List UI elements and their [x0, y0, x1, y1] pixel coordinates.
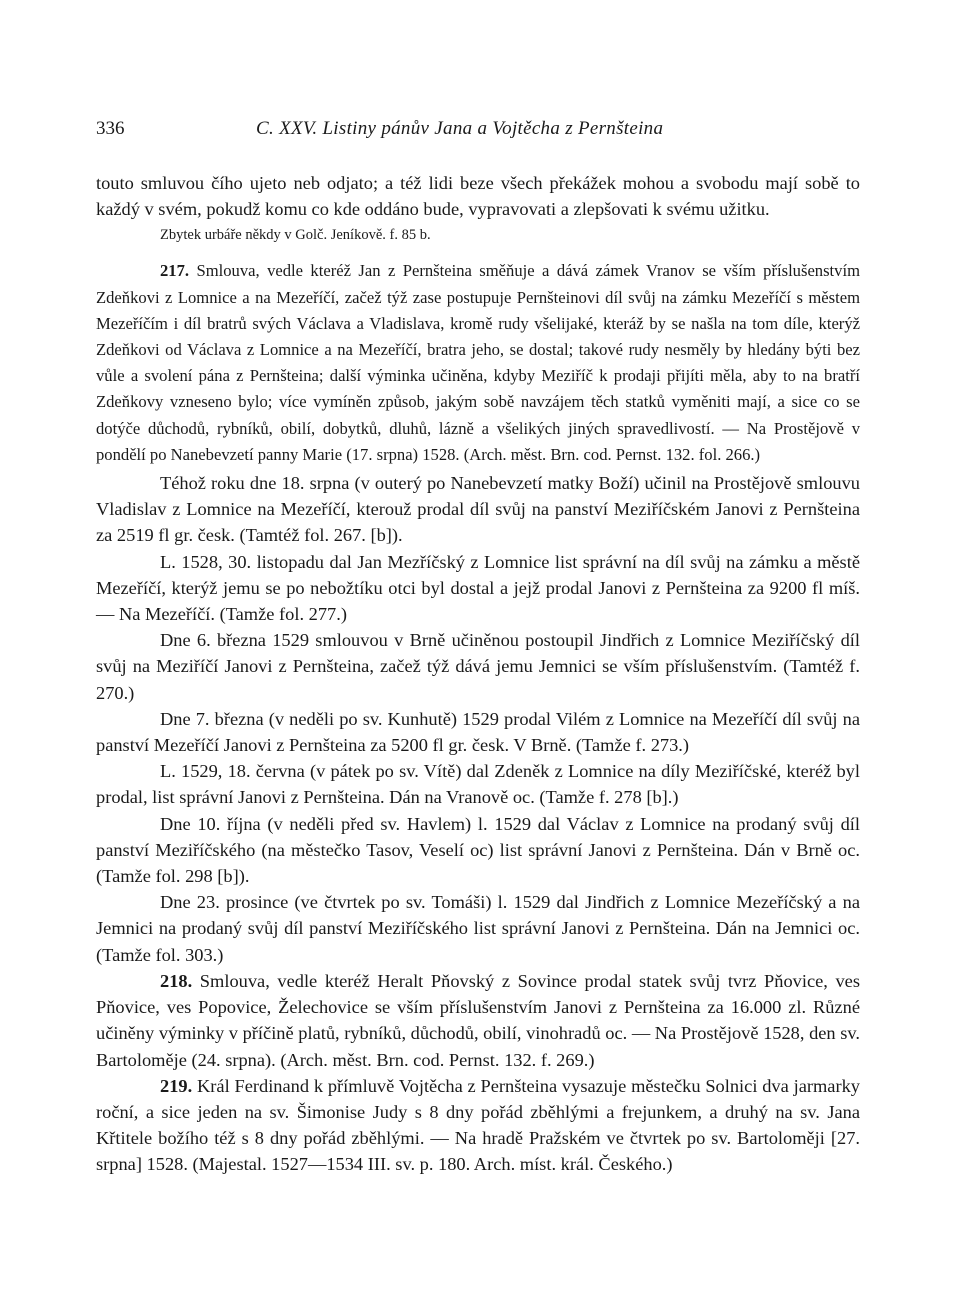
entry-219 — [96, 1073, 860, 1178]
entry-note: Dne 23. prosince (ve čtvrtek po sv. Tomáši) l. 1529 dal Jindřich z Lomnice Mezeříčský a na Jemnici na prodaný svůj díl panství Meziříčského list správní Janovi z Pernšteina. Dán na Jemnici oc. (Tamže fol. 303.) — [96, 892, 860, 965]
entry-note: L. 1529, 18. června (v pátek po sv. Vítě) dal Zdeněk z Lomnice na díly Meziříčské, kteréž byl prodal, list správní Janovi z Pernšteina. Dán na Vranově oc. (Tamže f. 278 [b].) — [96, 761, 860, 808]
entry-number: 218. — [160, 970, 193, 991]
entry-text: Smlouva, vedle kteréž Jan z Pernšteina směňuje a dává zámek Vranov se vším příslušenstvím Zdeňkovi z Lomnice a na Mezeříčí, začež týž zase postupuje Pernšteinovi díl svůj na zámku Mezeříčí s městem Mezeříčím i díl bratrů svých Václava a Vladislava, kromě rudy všelijaké, kteráž by se našla na tom díle, kterýž Zdeňkovi od Václava z Lomnice a na Mezeříčí, bratra jeho, se dostal; takové rudy nesměly by hledány býti bez vůle a svolení pána z Pernšteina; další výminka učiněna, kdyby Meziříč k prodaji přijíti měla, aby to na bratří Zdeňkovy vzneseno bylo; více vymíněn způsob, jakým sobě navzájem těch statků vyměniti mají, a sice co se dotýče důchodů, rybníků, obilí, dobytků, dluhů, lázně a všelikých jiných spravedlivostí. — Na Prostějově v pondělí po Nanebevzetí panny Marie (17. srpna) 1528. (Arch. měst. Brn. cod. Pernst. 132. fol. 266.) — [96, 261, 860, 464]
page-number: 336 — [96, 118, 125, 139]
entry-number: 219. — [160, 1075, 193, 1096]
entry-text: Král Ferdinand k přímluvě Vojtěcha z Pernšteina vysazuje městečku Solnici dva jarmarky roční, a sice jeden na sv. Šimonise Judy s 8 dny pořád zběhlými a frejunkem, a druhý na sv. Jana Křtitele božího též s 8 dny pořád zběhlými. — Na hradě Pražském ve čtvrtek po sv. Bartoloměji [27. srpna] 1528. (Majestal. 1527—1534 III. sv. p. 180. Arch. míst. král. Českého.) — [96, 1075, 860, 1175]
entry-217 — [96, 258, 860, 468]
entry-text: Smlouva, vedle kteréž Heralt Pňovský z Sovince prodal statek svůj tvrz Pňovice, ves Pňovice, ves Popovice, Želechovice se vším příslušenstvím Janovi z Pernšteina za 16.000 zl. Různé učiněny výminky v příčině platů, rybníků, důchodů, obilí, vinohradů oc. — Na Prostějově 1528, den sv. Bartoloměje (24. srpna). (Arch. měst. Brn. cod. Pernst. 132. f. 269.) — [96, 970, 860, 1070]
entry-note: Dne 10. října (v neděli před sv. Havlem) l. 1529 dal Václav z Lomnice na prodaný svůj díl panství Meziříčského (na městečko Tasov, Veselí oc) list správní Janovi z Pernšteina. Dán v Brně oc. (Tamže fol. 298 [b]). — [96, 813, 860, 887]
page-body — [96, 170, 860, 1178]
entry-note: Téhož roku dne 18. srpna (v outerý po Nanebevzetí matky Boží) učinil na Prostějově smlouvu Vladislav z Lomnice na Mezeříčí, kterouž prodal díl svůj na panství Meziříčském Janovi z Pernšteina za 2519 fl gr. česk. (Tamtéž fol. 267. [b]). — [96, 473, 860, 546]
page-header — [96, 118, 860, 148]
continuation-paragraph: touto smluvou čího ujeto neb odjato; a též lidi beze všech překážek mohou a svobodu mají sobě to každý v svém, pokudž komu co kde oddáno bude, vypravovati a zlepšovati k svému užitku. — [96, 173, 860, 220]
entry-note: L. 1528, 30. listopadu dal Jan Mezříčský z Lomnice list správní na díl svůj na zámku a městě Mezeříčí, kterýž jemu se po nebožtíku otci byl dostal a jejž prodal Janovi z Pernšteina za 9200 fl míš. — Na Mezeříčí. (Tamže fol. 277.) — [96, 551, 860, 625]
running-head: C. XXV. Listiny pánův Jana a Vojtěcha z Pernšteina — [256, 118, 664, 139]
entry-number: 217. — [160, 261, 190, 281]
entry-note: Dne 6. března 1529 smlouvou v Brně učiněnou postoupil Jindřich z Lomnice Meziříčský díl svůj na Meziříčí Janovi z Pernšteina, začež týž dává jemu Jemnici se vším příslušenstvím. (Tamtéž f. 270.) — [96, 630, 860, 703]
entry-note: Dne 7. března (v neděli po sv. Kunhutě) 1529 prodal Vilém z Lomnice na Mezeříčí díl svůj na panství Mezeříčí Janovi z Pernšteina za 5200 fl gr. česk. V Brně. (Tamže f. 273.) — [96, 708, 860, 756]
entry-218 — [96, 968, 860, 1073]
continuation-note: Zbytek urbáře někdy v Golč. Jeníkově. f. 85 b. — [160, 227, 431, 244]
